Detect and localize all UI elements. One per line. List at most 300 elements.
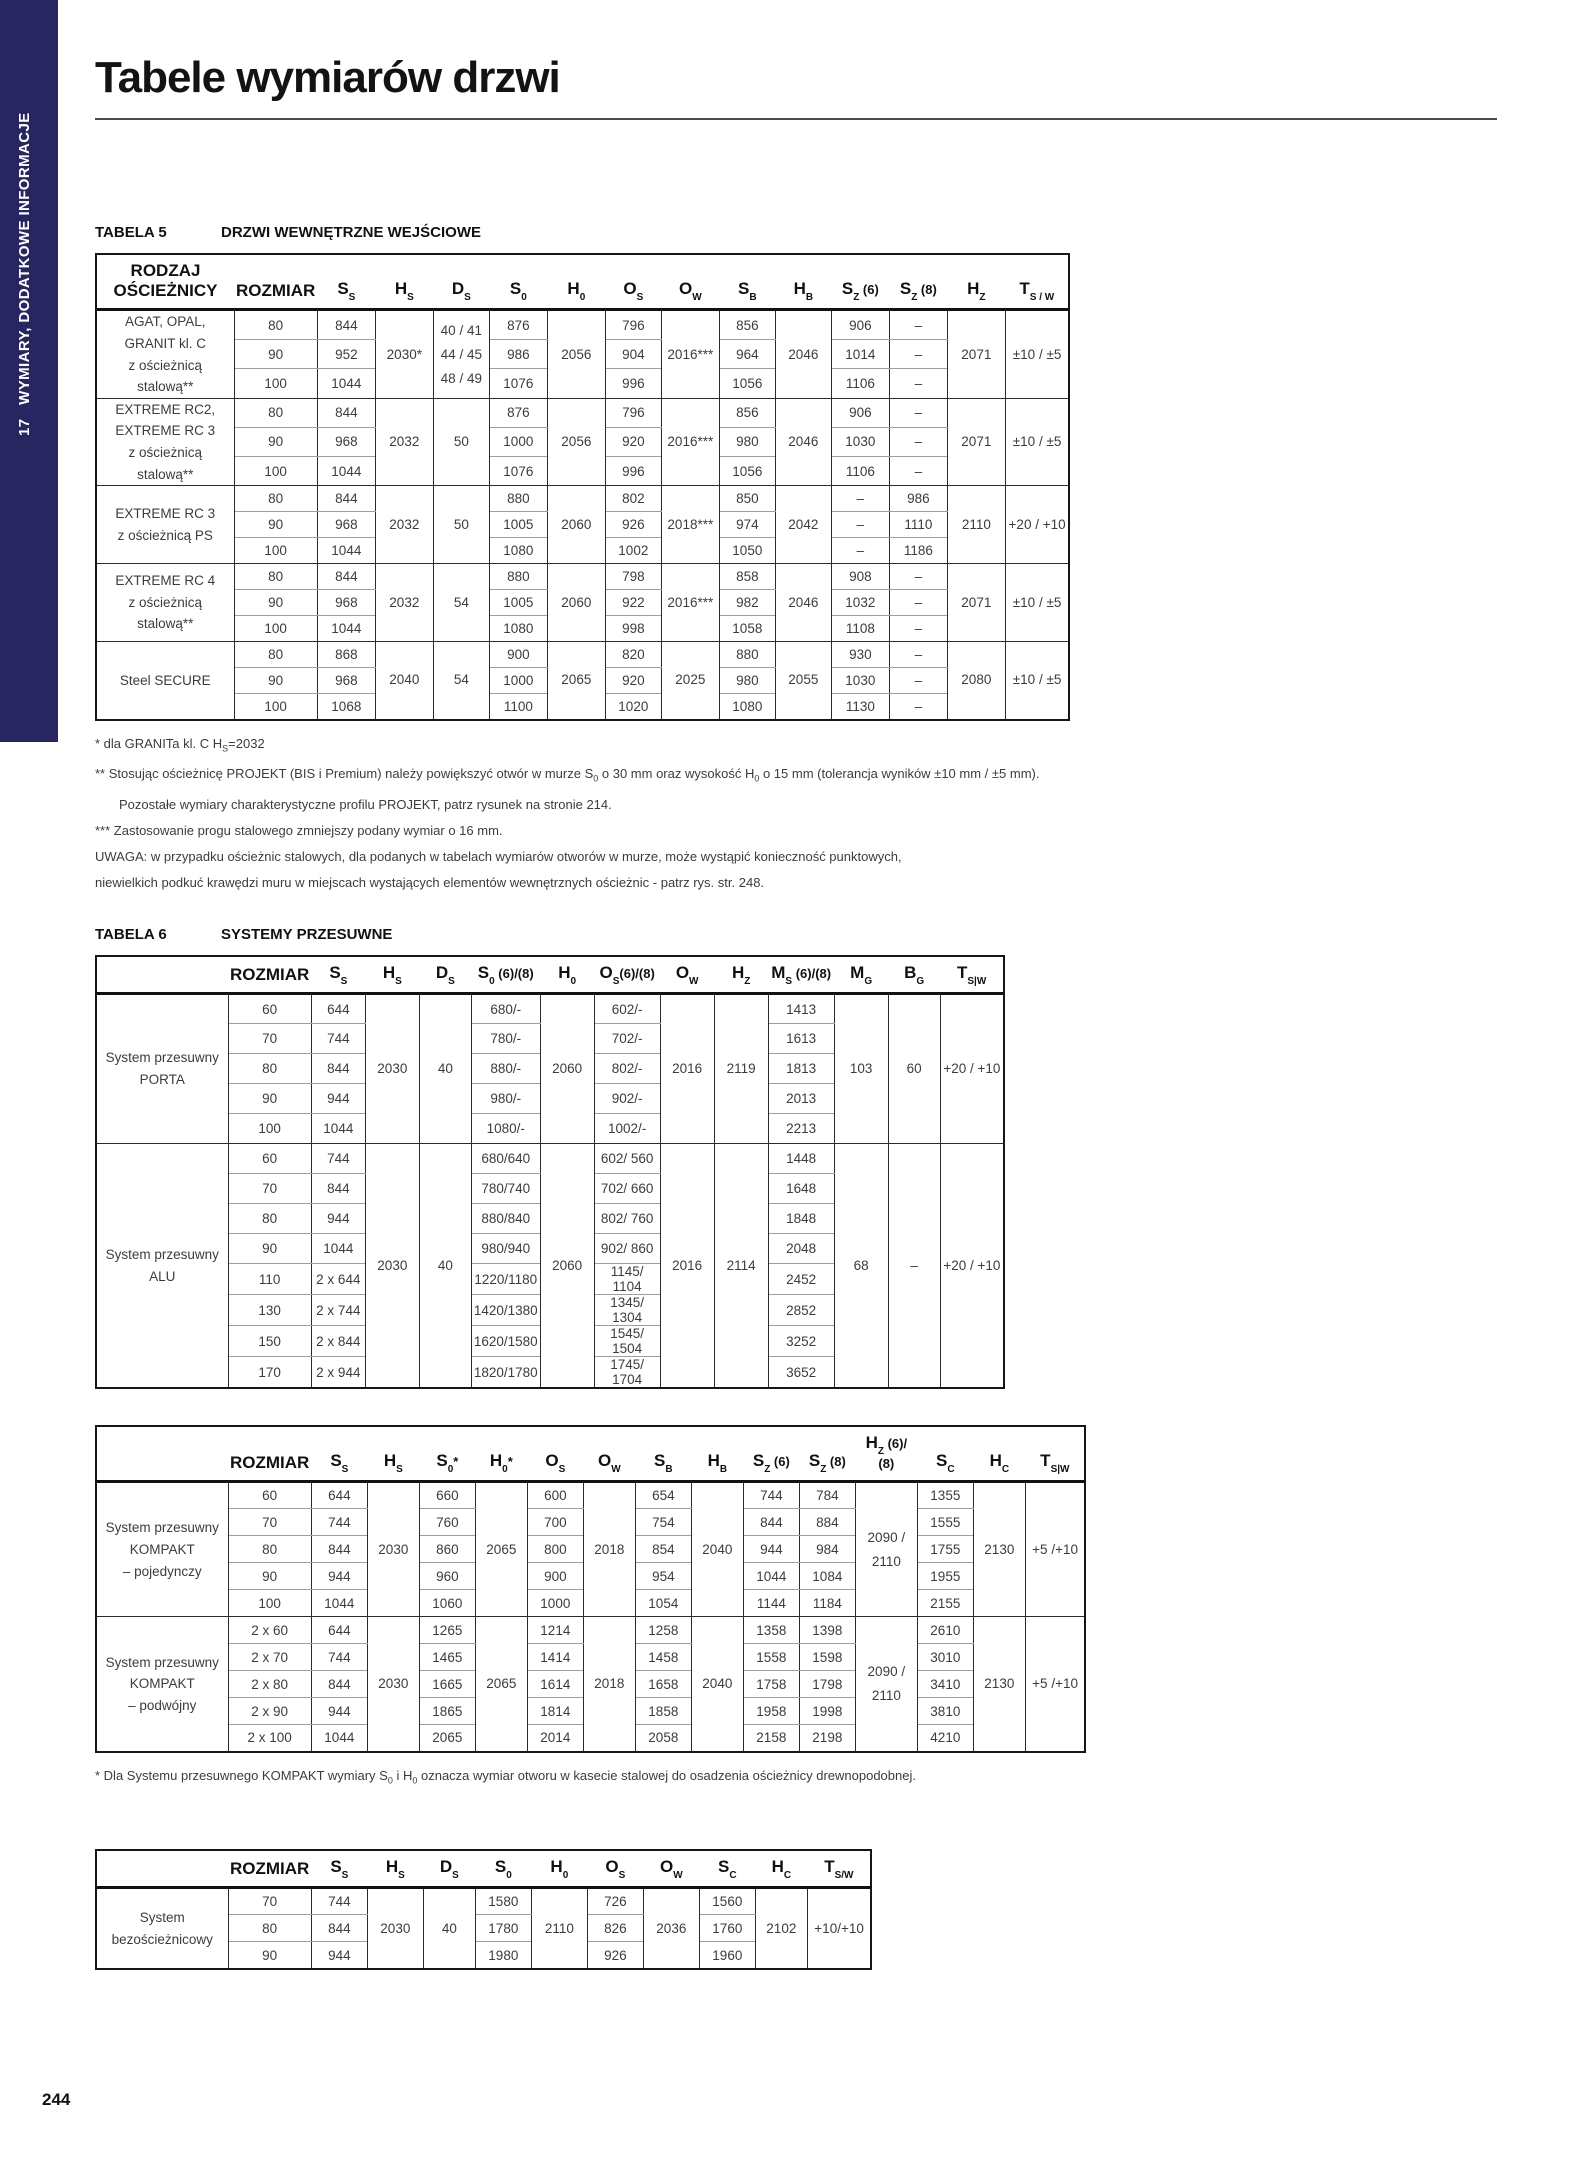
cell-s0: 1865: [419, 1698, 475, 1725]
column-header-h0: $H_0*$: [475, 1426, 527, 1482]
cell-sb: 1658: [635, 1671, 691, 1698]
cell-s0: 1080/-: [471, 1114, 540, 1144]
cell-os: 1814: [527, 1698, 583, 1725]
cell-rozmiar: 110: [228, 1264, 311, 1295]
cell-sz8: –: [889, 427, 947, 456]
cell-ss: 968: [317, 590, 375, 616]
column-header-h0: $H_0$: [531, 1850, 587, 1888]
footnote-line: * Dla Systemu przesuwnego KOMPAKT wymiary $S_0$ i $H_0$ oznacza wymiar otworu w kasecie stalowej do osadzenia ościeżnicy drewnopodobnej.: [95, 1767, 916, 1786]
header-row: [96, 254, 1069, 310]
cell-rozmiar: 2 x 80: [228, 1671, 311, 1698]
cell-s0: 1980: [475, 1942, 531, 1969]
cell-s0: 876: [489, 310, 547, 339]
cell-ow: 2016: [660, 1144, 714, 1389]
column-header-sz8: $S_Z$ (8): [799, 1426, 855, 1482]
column-header-sc: $S_C$: [917, 1426, 973, 1482]
header-row: [96, 1850, 871, 1888]
cell-ss: 844: [311, 1174, 365, 1204]
cell-rozmiar: 90: [234, 512, 317, 538]
footnote-line: niewielkich podkuć krawędzi muru w miejscach wystających elementów wewnętrznych ościeżnic - patrz rys. str. 248.: [95, 874, 765, 890]
cell-hs: 2032: [375, 486, 433, 564]
cell-ss: 744: [311, 1644, 367, 1671]
cell-rozmiar: 80: [228, 1536, 311, 1563]
cell-sz6: 908: [831, 564, 889, 590]
cell-hb: 2046: [775, 310, 831, 398]
cell-os: 700: [527, 1509, 583, 1536]
column-header-ow: $O_W$: [660, 956, 714, 994]
cell-s0: 880/840: [471, 1204, 540, 1234]
cell-rozmiar: 150: [228, 1326, 311, 1357]
row-group-label: AGAT, OPAL, GRANIT kl. C z ościeżnicą stalową**: [96, 310, 234, 398]
cell-rozmiar: 70: [228, 1888, 311, 1915]
cell-sz6: 1108: [831, 616, 889, 642]
column-header-label: [96, 956, 228, 994]
cell-hs: 2030: [367, 1482, 419, 1617]
cell-ow: 2018: [583, 1482, 635, 1617]
table-row: [96, 1144, 1004, 1174]
cell-hc: 2102: [755, 1888, 807, 1969]
cell-rozmiar: 60: [228, 994, 311, 1024]
page-number: 244: [42, 2090, 71, 2109]
cell-hs: 2032: [375, 564, 433, 642]
cell-s0: 760: [419, 1509, 475, 1536]
column-header-ow: $O_W$: [661, 254, 719, 310]
table-row: [96, 1888, 871, 1915]
cell-ss: 1044: [317, 538, 375, 564]
cell-sz6: 1144: [743, 1590, 799, 1617]
cell-rozmiar: 90: [228, 1084, 311, 1114]
cell-hs: 2030: [365, 994, 419, 1144]
cell-os: 702/ 660: [594, 1174, 660, 1204]
content-column: [95, 54, 1503, 1970]
cell-ds: 40 / 41 44 / 45 48 / 49: [433, 310, 489, 398]
cell-ss: 944: [311, 1563, 367, 1590]
cell-ss: 1044: [317, 369, 375, 398]
table-bezoscieznicowy: [95, 1849, 872, 1970]
cell-ds: 40: [419, 1144, 471, 1389]
column-header-mg: $M_G$: [834, 956, 888, 994]
cell-sb: 982: [719, 590, 775, 616]
cell-s0: 960: [419, 1563, 475, 1590]
column-header-ss: $S_S$: [317, 254, 375, 310]
cell-rozmiar: 2 x 70: [228, 1644, 311, 1671]
cell-os: 602/-: [594, 994, 660, 1024]
cell-s0: 780/-: [471, 1024, 540, 1054]
cell-sb: 1458: [635, 1644, 691, 1671]
cell-s0: 680/-: [471, 994, 540, 1024]
column-header-ss: $S_S$: [311, 1850, 367, 1888]
cell-ss: 744: [311, 1144, 365, 1174]
cell-h0: 2060: [547, 564, 605, 642]
cell-sz6: 1106: [831, 457, 889, 486]
cell-s0: 880: [489, 564, 547, 590]
cell-sz8: 1598: [799, 1644, 855, 1671]
section-head-tabela5: [95, 224, 1503, 241]
cell-sz8: –: [889, 339, 947, 368]
table6-heading: SYSTEMY PRZESUWNE: [221, 925, 393, 943]
cell-os: 1345/ 1304: [594, 1295, 660, 1326]
cell-os: 796: [605, 310, 661, 339]
cell-s0: 1665: [419, 1671, 475, 1698]
cell-os: 802/-: [594, 1054, 660, 1084]
cell-hb: 2046: [775, 564, 831, 642]
cell-ss: 844: [311, 1915, 367, 1942]
cell-hz: 2071: [947, 310, 1005, 398]
column-header-s0: $S_0$: [475, 1850, 531, 1888]
cell-ms: 1648: [768, 1174, 834, 1204]
cell-tsw: ±10 / ±5: [1005, 310, 1069, 398]
column-header-hb: $H_B$: [775, 254, 831, 310]
cell-ms: 3652: [768, 1357, 834, 1389]
cell-rozmiar: 60: [228, 1144, 311, 1174]
cell-tsw: +20 / +10: [940, 1144, 1004, 1389]
cell-rozmiar: 80: [234, 564, 317, 590]
cell-sz8: –: [889, 457, 947, 486]
cell-sb: 974: [719, 512, 775, 538]
cell-sz8: 884: [799, 1509, 855, 1536]
column-header-sz6: $S_Z$ (6): [831, 254, 889, 310]
cell-os: 796: [605, 398, 661, 427]
cell-ss: 952: [317, 339, 375, 368]
row-group-label: System przesuwny KOMPAKT – podwójny: [96, 1617, 228, 1752]
column-header-label: [96, 1426, 228, 1482]
cell-hb: 2055: [775, 642, 831, 720]
cell-s0: 1580: [475, 1888, 531, 1915]
row-group-label: EXTREME RC 4 z ościeżnicą stalową**: [96, 564, 234, 642]
cell-rozmiar: 2 x 100: [228, 1725, 311, 1752]
table-row: [96, 994, 1004, 1024]
cell-rozmiar: 100: [234, 538, 317, 564]
cell-ow: 2016: [660, 994, 714, 1144]
column-header-hc: $H_C$: [755, 1850, 807, 1888]
cell-s0: 980/940: [471, 1234, 540, 1264]
table-row: [96, 398, 1069, 427]
column-header-ss: $S_S$: [311, 956, 365, 994]
cell-sz8: 2198: [799, 1725, 855, 1752]
cell-ss: 968: [317, 668, 375, 694]
cell-s0: 1100: [489, 694, 547, 720]
cell-hs: 2030: [365, 1144, 419, 1389]
cell-sb: 1858: [635, 1698, 691, 1725]
cell-sb: 754: [635, 1509, 691, 1536]
column-header-sz6: $S_Z$ (6): [743, 1426, 799, 1482]
cell-os: 1000: [527, 1590, 583, 1617]
cell-sc: 3410: [917, 1671, 973, 1698]
cell-hs: 2030*: [375, 310, 433, 398]
cell-s0: 680/640: [471, 1144, 540, 1174]
cell-ss: 644: [311, 994, 365, 1024]
cell-sz8: 986: [889, 486, 947, 512]
cell-ds: 40: [423, 1888, 475, 1969]
table-row: [96, 1482, 1085, 1509]
cell-sz8: 1110: [889, 512, 947, 538]
cell-sz6: –: [831, 486, 889, 512]
cell-s0: 780/740: [471, 1174, 540, 1204]
cell-sz6: 2158: [743, 1725, 799, 1752]
cell-ss: 944: [311, 1942, 367, 1969]
cell-ss: 2 x 844: [311, 1326, 365, 1357]
cell-hb: 2046: [775, 398, 831, 485]
cell-ss: 1044: [311, 1234, 365, 1264]
cell-sc: 1555: [917, 1509, 973, 1536]
cell-os: 920: [605, 668, 661, 694]
row-group-label: EXTREME RC2, EXTREME RC 3 z ościeżnicą stalową**: [96, 398, 234, 485]
cell-rozmiar: 100: [234, 369, 317, 398]
column-header-tsw: $T_{S/W}$: [807, 1850, 871, 1888]
cell-sz6: –: [831, 538, 889, 564]
cell-os: 800: [527, 1536, 583, 1563]
table6-kicker: TABELA 6: [95, 925, 167, 943]
cell-os: 926: [605, 512, 661, 538]
cell-rozmiar: 90: [228, 1563, 311, 1590]
page-title: Tabele wymiarów drzwi: [95, 53, 560, 102]
cell-sz8: –: [889, 642, 947, 668]
cell-rozmiar: 130: [228, 1295, 311, 1326]
cell-sb: 856: [719, 398, 775, 427]
cell-tsw: +20 / +10: [1005, 486, 1069, 564]
cell-sz6: 844: [743, 1509, 799, 1536]
cell-sz6: 930: [831, 642, 889, 668]
column-header-s0: $S_0$: [489, 254, 547, 310]
cell-sc: 3010: [917, 1644, 973, 1671]
cell-os: 1145/ 1104: [594, 1264, 660, 1295]
cell-sb: 856: [719, 310, 775, 339]
cell-ds: 50: [433, 486, 489, 564]
cell-ds: 40: [419, 994, 471, 1144]
cell-rozmiar: 80: [234, 310, 317, 339]
cell-sb: 980: [719, 427, 775, 456]
cell-sb: 964: [719, 339, 775, 368]
cell-sz8: 1184: [799, 1590, 855, 1617]
cell-ow: 2018: [583, 1617, 635, 1752]
cell-sz8: 1798: [799, 1671, 855, 1698]
cell-ds: 54: [433, 642, 489, 720]
cell-sz6: 1030: [831, 668, 889, 694]
cell-hb: 2042: [775, 486, 831, 564]
cell-os: 1020: [605, 694, 661, 720]
cell-sc: 1960: [699, 1942, 755, 1969]
cell-rozmiar: 90: [234, 590, 317, 616]
cell-ms: 2048: [768, 1234, 834, 1264]
cell-ss: 944: [311, 1204, 365, 1234]
cell-ms: 3252: [768, 1326, 834, 1357]
column-header-sz8: $S_Z$ (8): [889, 254, 947, 310]
cell-sc: 2610: [917, 1617, 973, 1644]
cell-ow: 2016***: [661, 564, 719, 642]
cell-s0: 980/-: [471, 1084, 540, 1114]
cell-rozmiar: 170: [228, 1357, 311, 1389]
cell-sz6: 944: [743, 1536, 799, 1563]
cell-sb: 980: [719, 668, 775, 694]
column-header-rozmiar: ROZMIAR: [228, 956, 311, 994]
cell-sz8: –: [889, 694, 947, 720]
cell-mg: 68: [834, 1144, 888, 1389]
cell-s0: 900: [489, 642, 547, 668]
table-row: [96, 642, 1069, 668]
cell-ss: 744: [311, 1509, 367, 1536]
cell-sz8: –: [889, 369, 947, 398]
cell-s0: 880/-: [471, 1054, 540, 1084]
table5-kicker: TABELA 5: [95, 224, 167, 242]
column-header-h0: $H_0$: [540, 956, 594, 994]
cell-bg: –: [888, 1144, 940, 1389]
cell-hz: 2090 / 2110: [855, 1482, 917, 1617]
cell-rozmiar: 80: [228, 1054, 311, 1084]
sidebar-tab: [0, 0, 58, 742]
cell-h0: 2060: [540, 1144, 594, 1389]
cell-s0: 986: [489, 339, 547, 368]
column-header-sb: $S_B$: [719, 254, 775, 310]
cell-s0: 1076: [489, 457, 547, 486]
row-group-label: System przesuwny ALU: [96, 1144, 228, 1389]
cell-sz8: 984: [799, 1536, 855, 1563]
cell-rozmiar: 60: [228, 1482, 311, 1509]
cell-sb: 1258: [635, 1617, 691, 1644]
cell-ss: 844: [311, 1054, 365, 1084]
cell-ss: 744: [311, 1024, 365, 1054]
cell-ss: 968: [317, 427, 375, 456]
cell-os: 996: [605, 457, 661, 486]
cell-os: 2014: [527, 1725, 583, 1752]
cell-s0: 1780: [475, 1915, 531, 1942]
cell-os: 802: [605, 486, 661, 512]
cell-h0: 2110: [531, 1888, 587, 1969]
cell-os: 820: [605, 642, 661, 668]
cell-s0: 1005: [489, 512, 547, 538]
cell-ss: 1044: [311, 1114, 365, 1144]
cell-sz8: 1186: [889, 538, 947, 564]
cell-sz6: 1958: [743, 1698, 799, 1725]
cell-os: 1002: [605, 538, 661, 564]
column-header-ss: $S_S$: [311, 1426, 367, 1482]
cell-rozmiar: 90: [234, 339, 317, 368]
cell-ms: 2852: [768, 1295, 834, 1326]
column-header-hs: $H_S$: [375, 254, 433, 310]
cell-sz6: 1014: [831, 339, 889, 368]
footnote-line: *** Zastosowanie progu stalowego zmniejszy podany wymiar o 16 mm.: [95, 822, 503, 838]
cell-ss: 1044: [317, 457, 375, 486]
cell-sc: 2155: [917, 1590, 973, 1617]
table-row: [96, 486, 1069, 512]
cell-sb: 654: [635, 1482, 691, 1509]
title-rule: [95, 118, 1497, 120]
cell-os: 904: [605, 339, 661, 368]
cell-rozmiar: 80: [234, 642, 317, 668]
cell-s0: 1420/1380: [471, 1295, 540, 1326]
section-head-tabela6: [95, 926, 1503, 943]
column-header-sb: $S_B$: [635, 1426, 691, 1482]
table-kompakt-footnotes: [95, 1763, 1503, 1794]
cell-sb: 1058: [719, 616, 775, 642]
footnote-line: Pozostałe wymiary charakterystyczne profilu PROJEKT, patrz rysunek na stronie 214.: [119, 796, 612, 812]
cell-s0: 1465: [419, 1644, 475, 1671]
cell-sz8: –: [889, 398, 947, 427]
cell-hz: 2090 / 2110: [855, 1617, 917, 1752]
column-header-rozmiar: ROZMIAR: [234, 254, 317, 310]
cell-tsw: +20 / +10: [940, 994, 1004, 1144]
cell-rozmiar: 2 x 60: [228, 1617, 311, 1644]
column-header-hs: $H_S$: [365, 956, 419, 994]
cell-os: 1614: [527, 1671, 583, 1698]
cell-os: 1214: [527, 1617, 583, 1644]
row-group-label: EXTREME RC 3 z ościeżnicą PS: [96, 486, 234, 564]
cell-rozmiar: 70: [228, 1509, 311, 1536]
cell-ms: 1613: [768, 1024, 834, 1054]
column-header-hs: $H_S$: [367, 1426, 419, 1482]
cell-sb: 954: [635, 1563, 691, 1590]
cell-ow: 2016***: [661, 310, 719, 398]
cell-sz8: 784: [799, 1482, 855, 1509]
column-header-hc: $H_C$: [973, 1426, 1025, 1482]
cell-os: 920: [605, 427, 661, 456]
cell-sb: 1056: [719, 369, 775, 398]
table-6: [95, 955, 1005, 1389]
cell-ow: 2018***: [661, 486, 719, 564]
table-bezoscieznicowy: [95, 1849, 1503, 1970]
cell-ss: 1068: [317, 694, 375, 720]
cell-h0: 2060: [547, 486, 605, 564]
cell-os: 902/ 860: [594, 1234, 660, 1264]
cell-rozmiar: 100: [234, 457, 317, 486]
cell-rozmiar: 80: [234, 398, 317, 427]
cell-sc: 1755: [917, 1536, 973, 1563]
cell-ss: 844: [317, 564, 375, 590]
cell-sz8: –: [889, 616, 947, 642]
cell-ss: 1044: [311, 1590, 367, 1617]
cell-os: 1545/ 1504: [594, 1326, 660, 1357]
cell-sb: 1054: [635, 1590, 691, 1617]
cell-ms: 1448: [768, 1144, 834, 1174]
cell-s0: 1000: [489, 668, 547, 694]
cell-hs: 2030: [367, 1888, 423, 1969]
cell-rozmiar: 2 x 90: [228, 1698, 311, 1725]
cell-s0: 1076: [489, 369, 547, 398]
cell-os: 1745/ 1704: [594, 1357, 660, 1389]
cell-h0: 2065: [475, 1482, 527, 1617]
cell-sb: 1056: [719, 457, 775, 486]
cell-os: 996: [605, 369, 661, 398]
sidebar-label: 17 WYMIARY, DODATKOWE INFORMACJE: [16, 112, 33, 436]
cell-ms: 1413: [768, 994, 834, 1024]
cell-sz6: 1758: [743, 1671, 799, 1698]
cell-s0: 876: [489, 398, 547, 427]
column-header-label: [96, 1850, 228, 1888]
footnote-line: UWAGA: w przypadku ościeżnic stalowych, dla podanych w tabelach wymiarów otworów w murze, może wystąpić konieczność punktowych,: [95, 848, 902, 864]
cell-os: 900: [527, 1563, 583, 1590]
cell-sz8: 1084: [799, 1563, 855, 1590]
column-header-tsw: $T_{S|W}$: [940, 956, 1004, 994]
cell-rozmiar: 70: [228, 1174, 311, 1204]
column-header-os: $O_S(6)/(8)$: [594, 956, 660, 994]
table-row: [96, 1617, 1085, 1644]
cell-sz6: 1030: [831, 427, 889, 456]
cell-s0: 880: [489, 486, 547, 512]
cell-s0: 1265: [419, 1617, 475, 1644]
table-row: [96, 564, 1069, 590]
column-header-h0: $H_0$: [547, 254, 605, 310]
cell-rozmiar: 90: [234, 668, 317, 694]
cell-tsw: +5 /+10: [1025, 1617, 1085, 1752]
cell-hz: 2071: [947, 398, 1005, 485]
cell-ss: 2 x 644: [311, 1264, 365, 1295]
cell-ss: 1044: [317, 616, 375, 642]
cell-hc: 2130: [973, 1617, 1025, 1752]
column-header-ow: $O_W$: [643, 1850, 699, 1888]
cell-s0: 1220/1180: [471, 1264, 540, 1295]
cell-hs: 2030: [367, 1617, 419, 1752]
row-group-label: System bezościeżnicowy: [96, 1888, 228, 1969]
cell-s0: 1000: [489, 427, 547, 456]
